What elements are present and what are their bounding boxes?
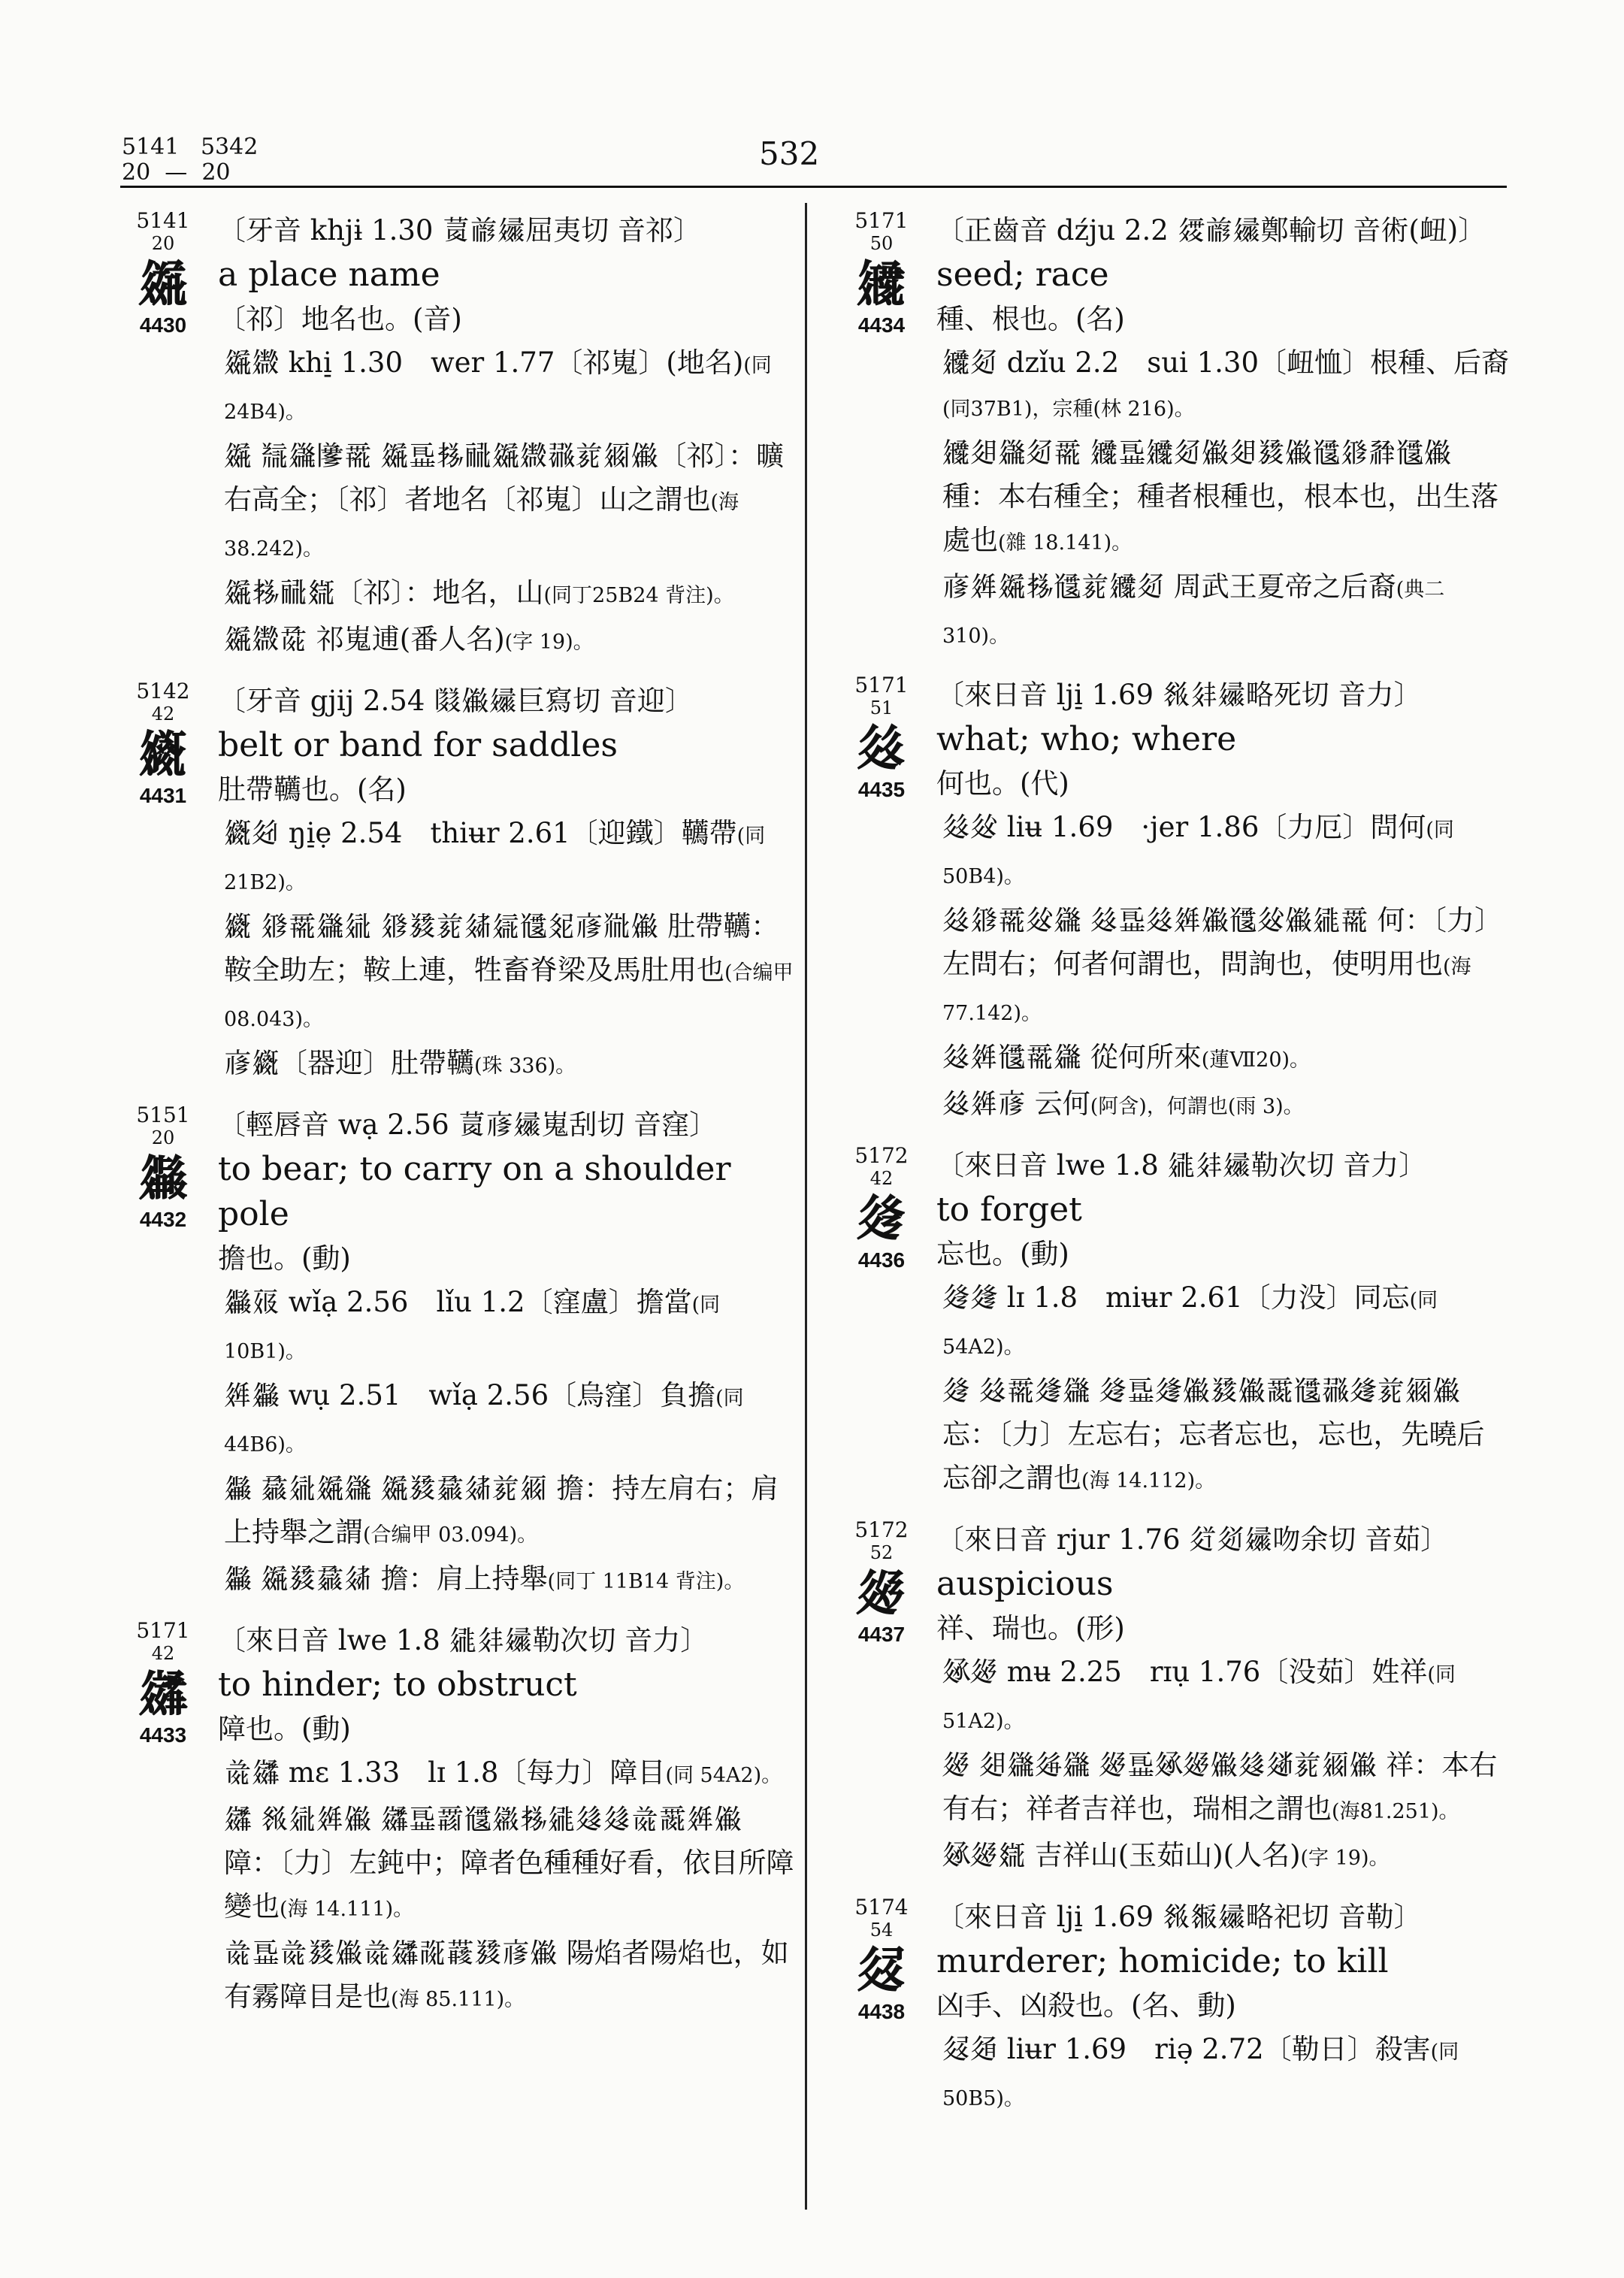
- example-text: 𗫶 𗫴𗵃𗫷𗫈 𗫶𘞗𗫷𗏹𗯿𗏹𗵘𗯈𗖻𗫷𗐱𗥃𗏹 忘：〔力〕左忘右；忘者忘也，忘也，先曉后忘卻之謂也: [942, 1375, 1485, 1494]
- entry-subcode: 20: [151, 233, 175, 254]
- example-source: (同 50B5)。: [942, 2041, 1459, 2110]
- example-text: 𗫬 𗫟𗯿𗲠𗣅 擔：肩上持舉: [224, 1563, 548, 1595]
- entry-code: 5171: [136, 1618, 190, 1643]
- example-source: (同24B4)。: [224, 354, 772, 424]
- example-text: 𗫴𗤁𗵃𗫵𗫈 𗫴𘞗𗫴𗤶𗏹𗯈𗫵𗏹𗧓𗵃 何：〔力〕左問右；何者何謂也，問詢也，使明用也: [942, 904, 1503, 980]
- entry-definition: 障也。(動): [218, 1713, 351, 1745]
- entry-gloss: auspicious: [936, 1565, 1114, 1603]
- example-source: (典二310)。: [942, 578, 1445, 648]
- entry-example: [936, 1744, 1509, 1834]
- entry-meta: [840, 1518, 923, 1647]
- entry-meta: [122, 1619, 204, 1748]
- entry-meta: [122, 1103, 204, 1233]
- example-source: (合编甲 03.094)。: [363, 1523, 538, 1547]
- entry-subcode: 42: [151, 703, 175, 725]
- entry-example: [936, 899, 1509, 1036]
- entry-code: 5151: [136, 1103, 190, 1127]
- example-text: 𗤶𗫬 wụ 2.51 wǐạ 2.56〔烏窪〕負擔: [224, 1379, 716, 1411]
- entry-phonetic: 〔來日音 lji̠ 1.69 𗬩𗢳𗫐略死切 音力〕: [936, 679, 1422, 711]
- entry-phonetic: 〔來日音 lji̠ 1.69 𗬩𗬪𗫐略祀切 音勒〕: [936, 1901, 1422, 1933]
- entry-subcode: 51: [869, 697, 894, 718]
- entry-index: 4434: [857, 313, 906, 337]
- example-text: 𗫬𗡞 wǐạ 2.56 lǐu 1.2〔窪盧〕擔當: [224, 1286, 692, 1318]
- entry-index: 4433: [139, 1723, 187, 1747]
- example-text: 𗫬 𗲠𗣼𗫟𗫈 𗫟𗯿𗲠𗣅𗐱𗥃 擔：持左肩右；肩上持舉之謂: [224, 1472, 779, 1548]
- entry-example: [936, 1650, 1509, 1744]
- entry-phonetic: 〔來日音 lwe 1.8 𗧓𗢳𗫐勒次切 音力〕: [936, 1149, 1427, 1181]
- entry-index: 4432: [139, 1208, 187, 1231]
- example-text: 𗫴𗤶𗇋 云何: [942, 1088, 1090, 1120]
- example-text: 𗫪𗫳 ŋi̠ẹ 2.54 thiʉr 2.61〔迎鐵〕韉帶: [224, 817, 737, 849]
- entry-example: [218, 905, 798, 1042]
- example-source: (海 14.111)。: [280, 1898, 414, 1921]
- example-text: 𗫻𗫸𗿀 吉祥山(玉茹山)(人名): [942, 1839, 1301, 1871]
- entry-glyph: 𗫿: [857, 1941, 906, 1999]
- entry-example: [936, 341, 1509, 431]
- dictionary-entry: [840, 209, 1509, 658]
- entry-example: [936, 2028, 1509, 2121]
- entry-example: [218, 812, 798, 905]
- example-source: (海 14.112)。: [1081, 1469, 1216, 1493]
- entry-code: 5142: [136, 679, 190, 703]
- example-source: (同 54A2)。: [942, 1289, 1438, 1359]
- entry-subcode: 20: [151, 1127, 175, 1148]
- entry-gloss: seed; race: [936, 256, 1109, 294]
- dictionary-entry: [122, 1619, 798, 2022]
- example-text: 𗫟𗪾𗱕 祁嵬逋(番人名): [224, 623, 505, 655]
- entry-index: 4436: [857, 1248, 906, 1272]
- entry-example: [936, 1082, 1509, 1129]
- entry-index: 4435: [857, 778, 906, 801]
- entry-glyph: 𗫰: [857, 255, 906, 313]
- example-text: 𗇋𗤶𗫟𗈪𗯈𗐱𗫰𗫱 周武王夏帝之后裔: [942, 570, 1396, 603]
- example-source: (海 85.111)。: [391, 1988, 525, 2011]
- entry-subcode: 54: [869, 1920, 894, 1941]
- entry-example: [936, 431, 1509, 565]
- example-text: 𗫰𗫲𗫈𗫱𗵃 𗫰𘞗𗫰𗫱𗏹𗫲𗯿𗏹𗯈𗤁𗴂𗯈𗏹 種：本右種全；種者根種也，根本也，出生落處也: [942, 437, 1498, 556]
- page-header: [0, 0, 1624, 195]
- entry-example: [218, 618, 798, 664]
- entry-range-bottom: 20 — 20: [122, 159, 231, 186]
- dictionary-entry: [122, 679, 798, 1088]
- entry-glyph: 𗫶: [857, 1190, 906, 1248]
- entry-phonetic: 〔牙音 gjij 2.54 𗂸𗏹𗫐巨寫切 音迎〕: [218, 685, 693, 717]
- entry-example: [936, 1036, 1509, 1082]
- entry-code: 5171: [854, 208, 909, 233]
- example-text: 𗫟 𘃨𗫈𗂳𗵃 𗫟𘞗𗈪𗟻𗫟𗪾𗖻𗐱𗥃𗏹〔祁〕：曠右高全；〔祁〕者地名〔祁嵬〕山之謂也: [224, 440, 785, 516]
- example-source: (珠 336)。: [474, 1054, 576, 1078]
- entry-example: [936, 1834, 1509, 1880]
- entry-example: [218, 1042, 798, 1088]
- dictionary-entry: [840, 673, 1509, 1129]
- entry-example: [936, 806, 1509, 899]
- entry-definition: 肚帶韉也。(名): [218, 773, 407, 806]
- dictionary-entry: [840, 1518, 1509, 1880]
- entry-subcode: 42: [151, 1643, 175, 1664]
- page-number: 532: [759, 135, 820, 172]
- entry-example: [218, 571, 798, 618]
- example-text: 𗯨𗫮 mɛ 1.33 lɪ 1.8〔每力〕障目: [224, 1756, 666, 1789]
- entry-glyph: 𗫟: [138, 255, 188, 313]
- entry-example: [218, 1932, 798, 2022]
- entry-glyph: 𗫴: [857, 719, 906, 777]
- entry-meta: [840, 209, 923, 338]
- entry-phonetic: 〔輕唇音 wạ 2.56 𗍨𗇋𗫐嵬刮切 音窪〕: [218, 1109, 718, 1141]
- entry-example: [218, 1751, 798, 1798]
- entry-code: 5172: [854, 1517, 909, 1542]
- example-source: (阿含)，何謂也(雨 3)。: [1090, 1095, 1304, 1118]
- example-source: (雜 18.141)。: [998, 531, 1133, 555]
- entry-meta: [122, 209, 204, 338]
- entry-meta: [840, 1895, 923, 2025]
- example-source: (海81.251)。: [1332, 1800, 1459, 1823]
- example-text: 𗫰𗫱 dzǐu 2.2 sui 1.30〔衄恤〕根種、后裔: [942, 346, 1510, 379]
- example-source: (同21B2)。: [224, 824, 766, 894]
- entry-example: [936, 565, 1509, 658]
- entry-example: [218, 434, 798, 571]
- example-source: (字 19)。: [1300, 1847, 1390, 1870]
- entry-index: 4437: [857, 1623, 906, 1646]
- left-column: [122, 209, 798, 2037]
- entry-gloss: a place name: [218, 256, 440, 294]
- entry-phonetic: 〔來日音 rjur 1.76 𗫹𗫺𗫐吻余切 音茹〕: [936, 1523, 1449, 1556]
- entry-definition: 忘也。(動): [936, 1238, 1069, 1270]
- example-source: (合编甲 08.043)。: [224, 961, 794, 1031]
- dictionary-entry: [840, 1895, 1509, 2121]
- example-text: 𗫻𗫸 mʉ 2.25 rɪụ 1.76〔没茹〕姓祥: [942, 1656, 1428, 1688]
- example-text: 𗫟𗈪𗟻𗿀〔祁〕：地名，山: [224, 576, 544, 609]
- example-source: (同 51A2)。: [942, 1663, 1456, 1733]
- entry-example: [218, 1281, 798, 1374]
- entry-gloss: to bear; to carry on a shoulder pole: [218, 1150, 731, 1233]
- entry-gloss: to hinder; to obstruct: [218, 1665, 577, 1704]
- entry-gloss: what; who; where: [936, 720, 1237, 758]
- entry-phonetic: 〔牙音 khjɨ 1.30 𗍨𗑗𗫐屈夷切 音祁〕: [218, 214, 701, 247]
- example-text: 𗇋𗫪〔器迎〕肚帶韉: [224, 1047, 474, 1079]
- example-source: (同 50B4)。: [942, 818, 1454, 888]
- dictionary-entry: [122, 1103, 798, 1604]
- example-text: 𗫪 𗤁𗵃𗫈𗣼 𗤁𗯿𗐱𗣅𗦇𗯈𗾏𗇋𗮅𗏹 肚帶韉：鞍全助左；鞍上連，牲畜脊梁及馬肚用也: [224, 910, 779, 986]
- entry-example: [936, 1276, 1509, 1369]
- dictionary-entry: [840, 1144, 1509, 1503]
- example-text: 𗯨𘞗𗯨𗯿𗏹𗯨𗫮𗰞𗞞𗯿𗇋𗏹 陽焰者陽焰也，如有霧障目是也: [224, 1937, 789, 2013]
- entry-subcode: 42: [869, 1168, 894, 1189]
- example-text: 𗫴𗫵 liʉ 1.69 ·jer 1.86〔力厄〕問何: [942, 811, 1426, 843]
- entry-gloss: belt or band for saddles: [218, 726, 618, 764]
- entry-meta: [840, 673, 923, 803]
- entry-code: 5174: [854, 1895, 909, 1920]
- entry-definition: 〔祁〕地名也。(音): [218, 303, 462, 335]
- entry-glyph: 𗫬: [138, 1149, 188, 1207]
- entry-example: [218, 1798, 798, 1932]
- example-text: 𗫟𗪾 khi̠ 1.30 wer 1.77〔祁嵬〕(地名): [224, 346, 744, 379]
- entry-index: 4430: [139, 313, 187, 337]
- example-source: (字 19)。: [504, 631, 594, 654]
- entry-example: [218, 1467, 798, 1557]
- entry-definition: 擔也。(動): [218, 1242, 351, 1275]
- example-source: (同丁 11B14 背注)。: [547, 1570, 745, 1593]
- example-text: 𗫮 𗬩𗣼𗤶𗏹 𗫮𘞗𗵆𗯈𗫉𗈪𗧓𗫽𗫽𗯨𗵘𗤶𗏹 障：〔力〕左鈍中；障者色種種好看，依目所障變也: [224, 1803, 794, 1923]
- entry-subcode: 52: [869, 1542, 894, 1563]
- entry-code: 5172: [854, 1143, 909, 1168]
- entry-code: 5141: [136, 208, 190, 233]
- entry-glyph: 𗫮: [138, 1665, 188, 1723]
- entry-glyph: 𗫪: [138, 725, 188, 783]
- entry-gloss: to forget: [936, 1190, 1082, 1229]
- entry-glyph: 𗫸: [857, 1564, 906, 1622]
- entry-phonetic: 〔正齒音 dźju 2.2 𗦊𗑗𗫐鄭輸切 音術(衄)〕: [936, 214, 1486, 247]
- entry-index: 4431: [139, 784, 187, 807]
- example-source: (同 54A2)。: [665, 1764, 782, 1787]
- column-divider: [805, 203, 807, 2210]
- entry-phonetic: 〔來日音 lwe 1.8 𗧓𗢳𗫐勒次切 音力〕: [218, 1624, 709, 1656]
- entry-definition: 種、根也。(名): [936, 303, 1125, 335]
- entry-definition: 祥、瑞也。(形): [936, 1612, 1125, 1644]
- entry-meta: [122, 679, 204, 809]
- header-rule: [120, 186, 1507, 188]
- example-source: (海 38.242)。: [224, 491, 739, 561]
- example-source: (同丁25B24 背注)。: [543, 584, 734, 607]
- entry-subcode: 50: [869, 233, 894, 254]
- example-text: 𗫸 𗫲𗫈𗫼𗫈 𗫸𘞗𗫻𗫸𗏹𗫽𗫾𗐱𗥃𗏹 祥：本右有右；祥者吉祥也，瑞相之謂也: [942, 1749, 1498, 1825]
- entry-definition: 何也。(代): [936, 767, 1069, 800]
- example-text: 𗫴𗤶𗯈𗵃𗫈 從何所來: [942, 1041, 1202, 1073]
- example-text: 𗫿𗬀 liʉr 1.69 riə̣ 2.72〔勒日〕殺害: [942, 2033, 1431, 2065]
- entry-definition: 凶手、凶殺也。(名、動): [936, 1989, 1236, 2022]
- example-text: 𗫶𗫷 lɪ 1.8 miʉr 2.61〔力没〕同忘: [942, 1281, 1410, 1314]
- entry-example: [936, 1369, 1509, 1503]
- entry-example: [218, 1374, 798, 1467]
- entry-code: 5171: [854, 673, 909, 697]
- example-source: (同37B1)，宗種(林 216)。: [942, 398, 1195, 421]
- entry-index: 4438: [857, 2000, 906, 2023]
- right-column: [840, 209, 1509, 2136]
- entry-range-top: 5141 5342: [122, 134, 259, 160]
- entry-example: [218, 341, 798, 434]
- example-source: (同44B6)。: [224, 1387, 744, 1457]
- entry-meta: [840, 1144, 923, 1273]
- example-source: (同 10B1)。: [224, 1293, 721, 1363]
- entry-example: [218, 1557, 798, 1604]
- example-source: (海 77.142)。: [942, 955, 1471, 1025]
- entry-gloss: murderer; homicide; to kill: [936, 1942, 1389, 1980]
- example-source: (蓮Ⅶ20)。: [1201, 1048, 1311, 1072]
- dictionary-entry: [122, 209, 798, 664]
